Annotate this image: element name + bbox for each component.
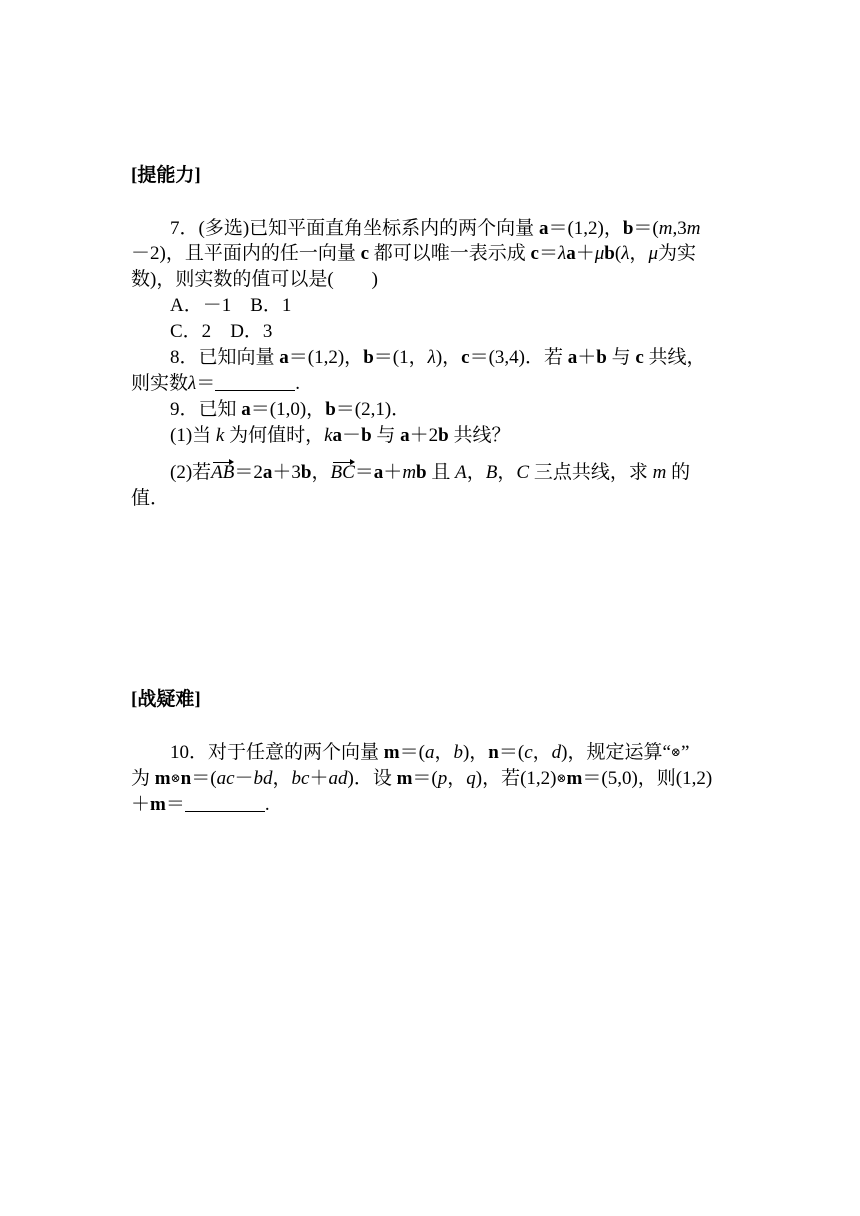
q9-line1: 9．已知 a＝(1,0)，b＝(2,1)．	[170, 399, 411, 420]
q7-option-d: D．3	[230, 321, 273, 342]
q7-line1: 7．(多选)已知平面直角坐标系内的两个向量 a＝(1,2)，b＝(m,3m	[170, 218, 701, 239]
section-heading-improve: [提能力]	[131, 165, 201, 186]
vector-bc: BC	[330, 462, 355, 483]
q10-answer-blank	[185, 795, 265, 812]
q9-line-last: 值．	[131, 488, 170, 509]
q10-line1: 10．对于任意的两个向量 m＝(a，b)，n＝(c，d)，规定运算“⊗”	[170, 742, 690, 763]
section-heading-challenge: [战疑难]	[131, 689, 201, 710]
q7-option-a: A．－1	[170, 295, 232, 316]
q9-part2: (2)若AB＝2a＋3b，BC＝a＋mb 且 A，B，C 三点共线，求 m 的	[170, 462, 691, 483]
q8-answer-blank	[215, 374, 295, 391]
q7-option-c: C．2	[170, 321, 212, 342]
q7-line3: 数)，则实数的值可以是( )	[131, 269, 378, 290]
q7-options-cd	[170, 320, 770, 344]
q7-option-b: B．1	[250, 295, 292, 316]
q7-options-ab	[170, 294, 770, 318]
vector-ab: AB	[211, 462, 235, 483]
q10-line2: 为 m⊗n＝(ac－bd，bc＋ad)．设 m＝(p，q)，若(1,2)⊗m＝(5,0)，则(1,2)	[131, 768, 713, 789]
q10-line3: ＋m＝ .	[131, 794, 270, 815]
q8-line2: 则实数λ＝ .	[131, 373, 301, 394]
q7-line2: －2)，且平面内的任一向量 c 都可以唯一表示成 c＝λa＋μb(λ，μ为实	[131, 243, 696, 264]
q8-line1: 8．已知向量 a＝(1,2)，b＝(1，λ)，c＝(3,4)．若 a＋b 与 c 共线，	[170, 347, 706, 368]
q9-part1: (1)当 k 为何值时，ka－b 与 a＋2b 共线？	[170, 425, 511, 446]
